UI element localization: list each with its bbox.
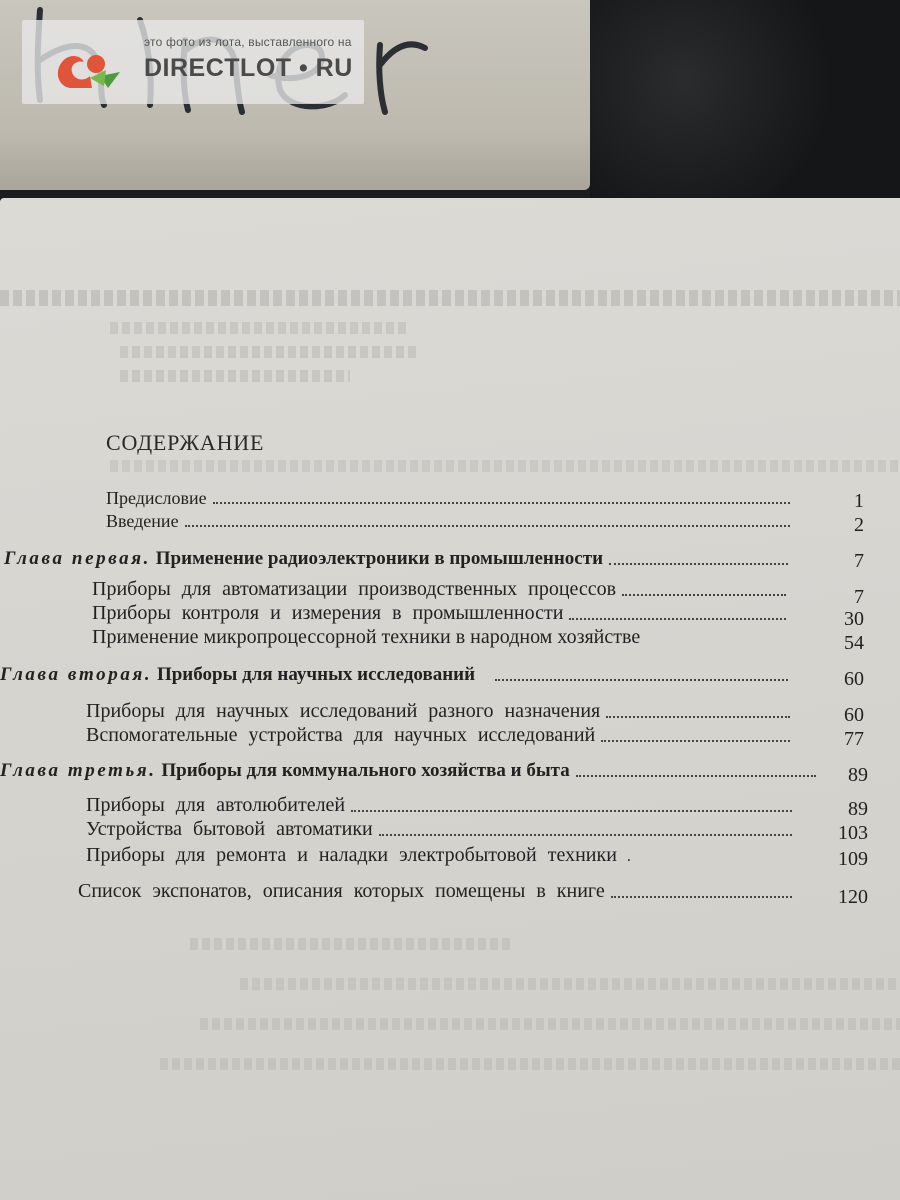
toc-entry-label: Приборы для ремонта и наладки электробытовой техники (86, 844, 617, 866)
chapter-number: Глава третья. (0, 760, 157, 781)
toc-chapter-entry (0, 664, 794, 686)
toc-entry-page: 54 (844, 632, 864, 654)
toc-leader-dots (601, 740, 790, 742)
toc-leader-dots (213, 502, 790, 504)
toc-entry (92, 578, 792, 601)
toc-leader-dots (611, 896, 792, 898)
toc-leader-dots (606, 716, 790, 718)
bleed-through-line (120, 346, 420, 358)
toc-entry (86, 844, 798, 867)
toc-chapter-entry (0, 760, 822, 782)
watermark-banner (22, 20, 364, 104)
dark-fabric-background (590, 0, 900, 205)
toc-entry (106, 511, 796, 532)
toc-leader-dots (351, 810, 792, 812)
toc-title: СОДЕРЖАНИЕ (106, 430, 265, 455)
toc-chapter-entry (4, 548, 794, 570)
toc-entry-page: 89 (848, 764, 868, 786)
toc-entry-page: 60 (844, 704, 864, 726)
toc-entry (86, 700, 796, 723)
toc-entry (106, 488, 796, 509)
toc-leader-dots (576, 775, 816, 777)
book-page (0, 198, 900, 1200)
toc-trailing-dot: . (626, 848, 631, 865)
bleed-through-line (110, 460, 900, 472)
toc-leader-dots (569, 618, 786, 620)
toc-chapter-label: Приборы для коммунального хозяйства и быта (161, 760, 570, 781)
toc-entry-label: Устройства бытовой автоматики (86, 818, 373, 840)
toc-entry-page: 120 (838, 886, 868, 908)
toc-entry (86, 724, 796, 747)
bleed-through-line (190, 938, 510, 950)
squirrel-logo-icon (40, 42, 132, 96)
toc-entry-page: 109 (838, 848, 868, 870)
toc-leader-dots (379, 834, 792, 836)
toc-chapter-label: Приборы для научных исследований (156, 664, 476, 685)
toc-entry-label: Приборы для научных исследований разного назначения (86, 700, 601, 722)
toc-entry-label: Применение микропроцессорной техники в народном хозяйстве (92, 626, 641, 648)
toc-leader-dots (495, 679, 788, 681)
toc-entry-page: 7 (854, 586, 864, 608)
bleed-through-line (120, 370, 350, 382)
toc-entry-page: 89 (848, 798, 868, 820)
toc-entry (92, 602, 792, 625)
toc-leader-dots (622, 594, 786, 596)
toc-entry-label: Приборы для автолюбителей (86, 794, 346, 816)
bleed-through-line (240, 978, 900, 990)
bleed-through-line (160, 1058, 900, 1070)
bleed-through-line (110, 322, 410, 334)
toc-entry (86, 794, 798, 817)
toc-entry (92, 626, 792, 649)
toc-entry-label: Вспомогательные устройства для научных исследований (86, 724, 596, 746)
toc-entry-page: 60 (844, 668, 864, 690)
toc-entry-page: 77 (844, 728, 864, 750)
toc-entry (78, 880, 798, 903)
toc-entry-page: 1 (854, 490, 864, 512)
toc-entry-page: 103 (838, 822, 868, 844)
toc-entry-label: Список экспонатов, описания которых помещены в книге (78, 880, 605, 902)
toc-entry-page: 30 (844, 608, 864, 630)
bleed-through-line (0, 290, 900, 306)
toc-entry-page: 7 (854, 550, 864, 572)
toc-entry-page: 2 (854, 514, 864, 536)
chapter-number: Глава вторая. (0, 664, 153, 685)
toc-entry-label: Приборы для автоматизации производственных процессов (92, 578, 617, 600)
toc-entry-label: Введение (106, 511, 179, 531)
toc-entry-label: Предисловие (106, 488, 207, 508)
watermark-brand: DIRECTLOT • RU (144, 54, 353, 82)
toc-entry-label: Приборы контроля и измерения в промышленности (92, 602, 564, 624)
watermark-caption: это фото из лота, выставленного на (144, 35, 352, 49)
chapter-number: Глава первая. (4, 548, 152, 569)
toc-leader-dots (185, 525, 790, 527)
toc-leader-dots (609, 563, 788, 565)
bleed-through-line (200, 1018, 900, 1030)
toc-entry (86, 818, 798, 841)
toc-chapter-label: Применение радиоэлектроники в промышленности (155, 548, 604, 569)
